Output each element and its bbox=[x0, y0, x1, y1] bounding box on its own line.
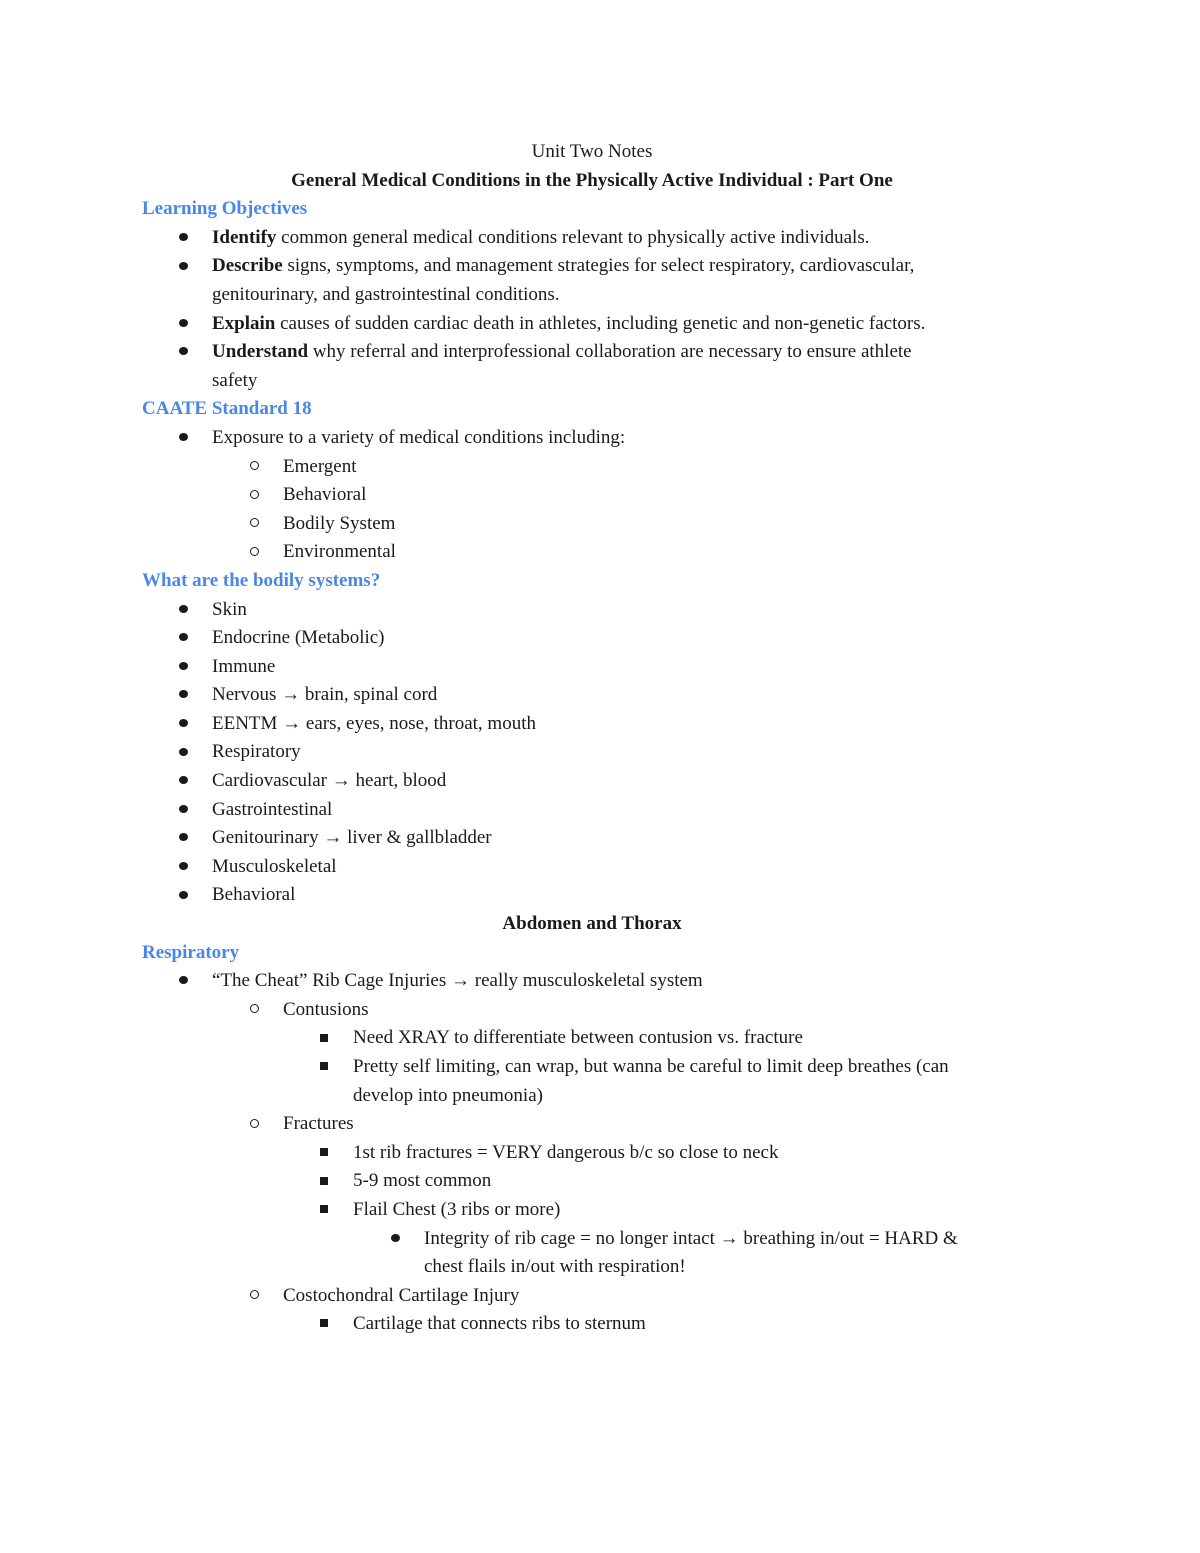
bullet-dot-icon bbox=[176, 710, 190, 739]
list-item: Pretty self limiting, can wrap, but wanna be careful to limit deep breathes (can develop into pneumonia) bbox=[142, 1053, 1042, 1110]
bullet-dot-icon bbox=[176, 224, 190, 253]
bullet-dot-icon bbox=[176, 853, 190, 882]
bullet-dot-icon bbox=[176, 624, 190, 653]
list-item: 1st rib fractures = VERY dangerous b/c so close to neck bbox=[142, 1139, 1042, 1168]
list-item: Integrity of rib cage = no longer intact → breathing in/out = HARD & chest flails in/out with respiration! bbox=[142, 1225, 1042, 1282]
bullet-circle-icon bbox=[247, 1282, 261, 1311]
bullet-square-icon bbox=[317, 1139, 331, 1168]
bullet-dot-icon bbox=[176, 424, 190, 453]
bullet-circle-icon bbox=[247, 1110, 261, 1139]
bullet-dot-icon bbox=[176, 767, 190, 796]
list-item: EENTM → ears, eyes, nose, throat, mouth bbox=[142, 710, 1042, 739]
bullet-dot-icon bbox=[176, 681, 190, 710]
bullet-dot-icon bbox=[176, 881, 190, 910]
list-item: Explain causes of sudden cardiac death in athletes, including genetic and non-genetic factors. bbox=[142, 310, 1042, 339]
list-item: Describe signs, symptoms, and management strategies for select respiratory, cardiovascular, genitourinary, and gastrointestinal conditions. bbox=[142, 252, 1042, 309]
list-item: Cardiovascular → heart, blood bbox=[142, 767, 1042, 796]
page-title: Unit Two Notes bbox=[531, 141, 653, 162]
list-item: “The Cheat” Rib Cage Injuries → really musculoskeletal system bbox=[142, 967, 1042, 996]
list-item: Fractures bbox=[142, 1110, 1042, 1139]
list-item: Respiratory bbox=[142, 738, 1042, 767]
bullet-square-icon bbox=[317, 1053, 331, 1082]
bullet-circle-icon bbox=[247, 481, 261, 510]
bullet-dot-icon bbox=[176, 596, 190, 625]
bullet-dot-icon bbox=[176, 252, 190, 281]
list-item: Exposure to a variety of medical conditions including: bbox=[142, 424, 1042, 453]
list-item: Understand why referral and interprofessional collaboration are necessary to ensure athlete safety bbox=[142, 338, 1042, 395]
list-item: Environmental bbox=[142, 538, 1042, 567]
bullet-dot-icon bbox=[176, 338, 190, 367]
bullet-dot-icon bbox=[176, 824, 190, 853]
list-item: Endocrine (Metabolic) bbox=[142, 624, 1042, 653]
list-item: Need XRAY to differentiate between contusion vs. fracture bbox=[142, 1024, 1042, 1053]
bullet-square-icon bbox=[317, 1196, 331, 1225]
bullet-circle-icon bbox=[247, 453, 261, 482]
learning-objectives-heading: Learning Objectives bbox=[142, 198, 308, 220]
bullet-dot-icon bbox=[388, 1225, 402, 1254]
list-item: Cartilage that connects ribs to sternum bbox=[142, 1310, 1042, 1339]
bullet-dot-icon bbox=[176, 738, 190, 767]
bullet-square-icon bbox=[317, 1167, 331, 1196]
list-item: Identify common general medical conditions relevant to physically active individuals. bbox=[142, 224, 1042, 253]
bullet-dot-icon bbox=[176, 967, 190, 996]
list-item: 5-9 most common bbox=[142, 1167, 1042, 1196]
list-item: Behavioral bbox=[142, 881, 1042, 910]
bullet-circle-icon bbox=[247, 510, 261, 539]
list-item: Bodily System bbox=[142, 510, 1042, 539]
bullet-circle-icon bbox=[247, 996, 261, 1025]
bullet-dot-icon bbox=[176, 796, 190, 825]
bullet-square-icon bbox=[317, 1310, 331, 1339]
list-item: Costochondral Cartilage Injury bbox=[142, 1282, 1042, 1311]
list-item: Nervous → brain, spinal cord bbox=[142, 681, 1042, 710]
list-item: Skin bbox=[142, 596, 1042, 625]
caate-heading: CAATE Standard 18 bbox=[142, 398, 312, 420]
list-item: Flail Chest (3 ribs or more) bbox=[142, 1196, 1042, 1225]
list-item: Musculoskeletal bbox=[142, 853, 1042, 882]
bodily-systems-heading: What are the bodily systems? bbox=[142, 569, 381, 591]
respiratory-heading: Respiratory bbox=[142, 941, 240, 963]
bullet-dot-icon bbox=[176, 310, 190, 339]
list-item: Contusions bbox=[142, 996, 1042, 1025]
bullet-circle-icon bbox=[247, 538, 261, 567]
bullet-dot-icon bbox=[176, 653, 190, 682]
list-item: Behavioral bbox=[142, 481, 1042, 510]
bullet-square-icon bbox=[317, 1024, 331, 1053]
list-item: Immune bbox=[142, 653, 1042, 682]
page-subtitle: General Medical Conditions in the Physically Active Individual : Part One bbox=[291, 169, 893, 191]
list-item: Emergent bbox=[142, 453, 1042, 482]
list-item: Genitourinary → liver & gallbladder bbox=[142, 824, 1042, 853]
document-page bbox=[142, 138, 1042, 1339]
section-title: Abdomen and Thorax bbox=[502, 913, 682, 935]
list-item: Gastrointestinal bbox=[142, 796, 1042, 825]
